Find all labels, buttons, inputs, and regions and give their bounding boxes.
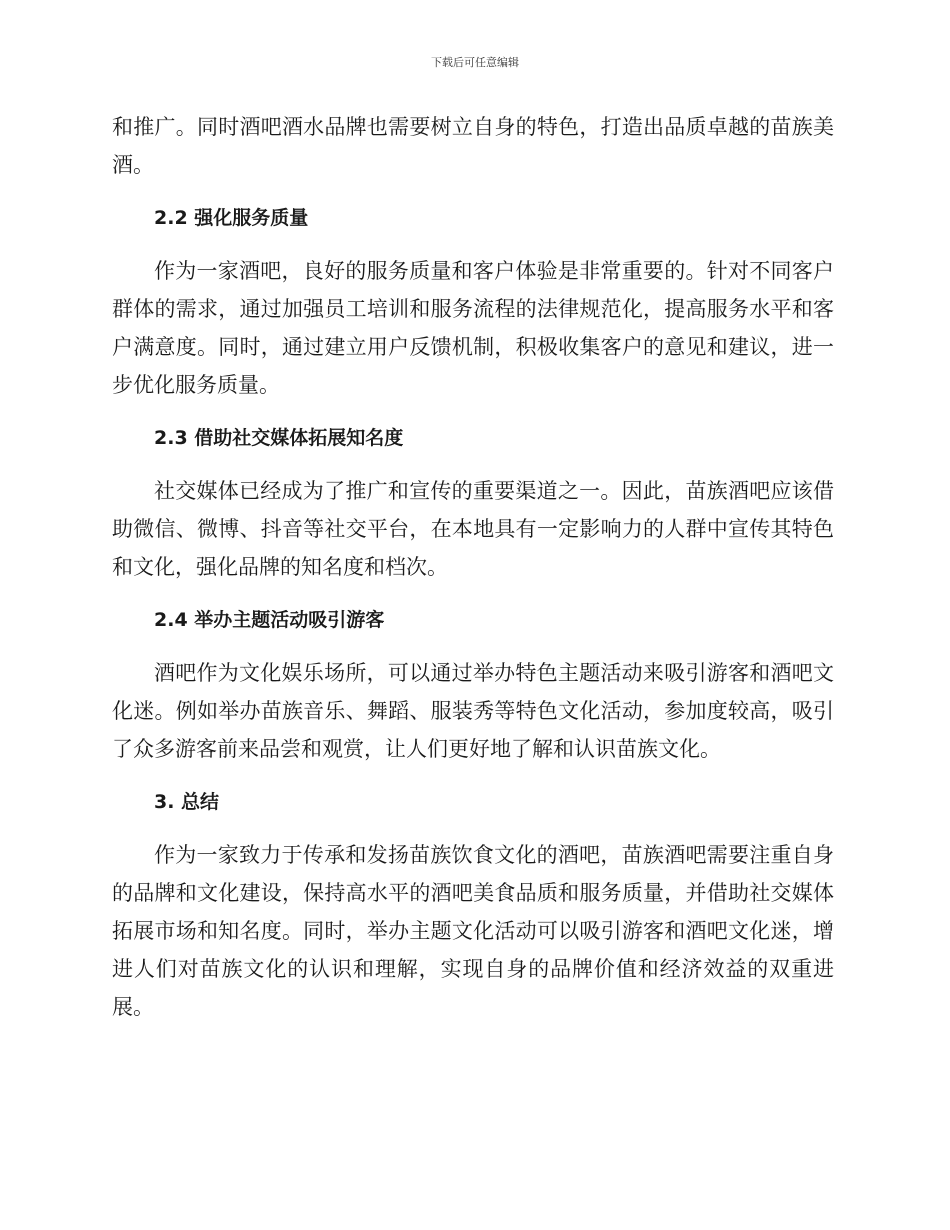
document-body <box>112 108 834 1026</box>
paragraph-social-media: 社交媒体已经成为了推广和宣传的重要渠道之一。因此，苗族酒吧应该借助微信、微博、抖音等社交平台，在本地具有一定影响力的人群中宣传其特色和文化，强化品牌的知名度和档次。 <box>112 479 834 579</box>
paragraph-continuation: 和推广。同时酒吧酒水品牌也需要树立自身的特色，打造出品质卓越的苗族美酒。 <box>112 115 834 177</box>
paragraph-service-quality: 作为一家酒吧，良好的服务质量和客户体验是非常重要的。针对不同客户群体的需求，通过加强员工培训和服务流程的法律规范化，提高服务水平和客户满意度。同时，通过建立用户反馈机制，积极收集客户的意见和建议，进一步优化服务质量。 <box>112 259 834 397</box>
section-heading-2-2: 2.2 强化服务质量 <box>154 207 309 229</box>
section-heading-2-3: 2.3 借助社交媒体拓展知名度 <box>154 427 404 449</box>
section-heading-3: 3. 总结 <box>154 791 220 813</box>
paragraph-theme-events: 酒吧作为文化娱乐场所，可以通过举办特色主题活动来吸引游客和酒吧文化迷。例如举办苗族音乐、舞蹈、服装秀等特色文化活动，参加度较高，吸引了众多游客前来品尝和观赏，让人们更好地了解和认识苗族文化。 <box>112 661 834 761</box>
paragraph-summary: 作为一家致力于传承和发扬苗族饮食文化的酒吧，苗族酒吧需要注重自身的品牌和文化建设，保持高水平的酒吧美食品质和服务质量，并借助社交媒体拓展市场和知名度。同时，举办主题文化活动可以吸引游客和酒吧文化迷，增进人们对苗族文化的认识和理解，实现自身的品牌价值和经济效益的双重进展。 <box>112 843 834 1019</box>
page-header-note: 下载后可任意编辑 <box>431 56 519 69</box>
section-heading-2-4: 2.4 举办主题活动吸引游客 <box>154 609 385 631</box>
